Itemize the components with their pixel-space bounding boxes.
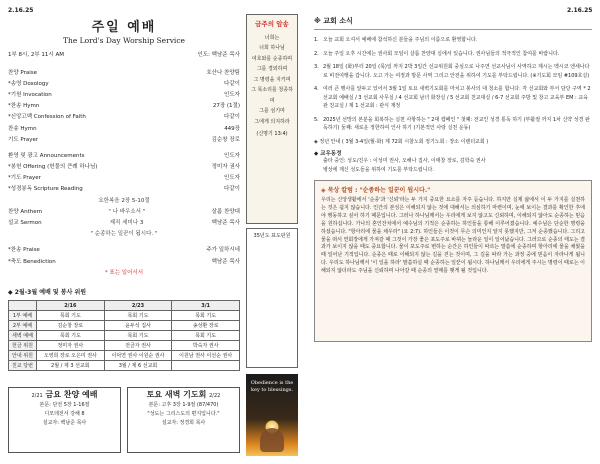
order-person: 백남준 목사 [211,258,240,265]
order-row [8,111,240,122]
schedule-cell: 목회 기도 [37,331,105,341]
weekly-services [8,387,240,453]
order-person: 인도자 [224,175,240,182]
order-label: *송영 Doxology [8,80,49,87]
schedule-cell: 이원남 권사 이선순 권사 [172,351,240,361]
care-line: 출타 중인: 성도/진우 : 이성미 권사, 오해나 집사, 이태창 장로, 김학숙 권사 [323,158,486,164]
order-row [8,88,240,99]
order-person: 27장 (1절) [212,103,240,110]
order-label: *찬송 Hymn [8,103,40,110]
order-row [8,77,240,88]
date-left: 2.16.25 [8,7,34,14]
memory-verse-title: 금주의 암송 [255,20,289,28]
schedule-cell: 김순창 장로 [37,321,105,331]
schedule-cell: 목회 기도 [104,311,172,321]
memory-verse-line: 그 명령을 지키며 [253,76,291,83]
news-item-number: 3. [314,64,319,70]
schedule-header-row [9,301,240,311]
order-row [8,205,240,216]
order-label: *기도 Prayer [8,175,41,182]
saturday-title: 토요 새벽 기도회 [146,390,207,399]
service-time: 1부 8시, 2부 11시 AM [8,52,64,58]
order-row [8,183,240,194]
news-list [314,36,592,133]
obedience-image-caption: Obedience is the key to blessings. [250,380,294,393]
schedule-cell: 3월 / 제 6 선교회 [104,361,172,371]
schedule-row [9,361,240,371]
order-label: 설교 Sermon [8,220,42,227]
memory-verse-column [246,14,298,368]
schedule-header-cell: 2/23 [104,301,172,311]
schedule-row [9,351,240,361]
schedule-header-cell [9,301,37,311]
schedule-row [9,341,240,351]
order-person: 김순창 장로 [211,136,240,143]
order-person: 주가 일하시네 [206,247,240,254]
schedule-cell: 목회 기도 [37,311,105,321]
order-person: 다같이 [224,80,240,87]
schedule-row-label: 친교 당번 [9,361,37,371]
schedule-row [9,311,240,321]
presbytery-note: ◈ 정년 안내 ( 3월 3-4일(월-화) 제 72회 시찰노회 정기노회 : 장소 이랜더교회 ) [314,138,489,145]
schedule-cell: 정미자 권사 [37,341,105,351]
order-person: 다같이 [224,114,240,121]
order-label: *기원 Invocation [8,91,52,98]
news-item-text: 2025년 선망의 본분을 회복하는 실천 사항하는 " 2대 캠페인 " 첫째: 전교인 성경 통독 하기 (부활절 까지 1차 신약 성경 완독하기) 둘째: 새로운 정한하여 인사 하기 (기본적인 사랑 실천 운동) [323,116,590,131]
saturday-service-box [127,387,240,453]
news-item [314,50,592,59]
devotion-box [314,180,592,342]
memory-verse-line: 그 목소리를 청종하며 [251,87,293,104]
memory-verse-line: 여호와를 순종하며 [251,55,293,62]
schedule-cell: 2월 / 제 3 선교회 [37,361,105,371]
memory-verse-lines [249,33,295,140]
order-row [8,149,240,160]
order-person: 인도자 [224,91,240,98]
order-label: *신앙고백 Confession of Faith [8,114,86,121]
service-subtitle: The Lord's Day Worship Service [63,36,185,45]
memory-verse-line: 너희는 [264,34,280,41]
order-label: 찬송 Hymn [8,125,37,132]
news-item [314,36,592,45]
order-detail: " 나 바우소서 " [108,208,146,215]
schedule-header-cell: 2/16 [37,301,105,311]
schedule-row [9,321,240,331]
order-person: 정미자 권사 [211,164,240,171]
saturday-line: 설교자: 정경희 목사 [161,420,206,426]
order-label: *축도 Benediction [8,258,56,265]
care-heading: ◆ 교우동정 [314,151,342,157]
saturday-date: 2/22 [209,393,221,399]
friday-line: 본문: 단전 5장 1-16절 [39,402,90,408]
friday-line: 디모데전서 강해 8 [44,411,85,417]
friday-line: 설교자: 백남준 목사 [42,420,87,426]
schedule-cell: 목회 기도 [172,331,240,341]
service-title: 주일 예배 [91,20,157,35]
schedule-row-label: 1부 예배 [9,311,37,321]
news-item-number: 1. [314,37,319,43]
news-item [314,116,592,133]
order-label: 찬양 Anthem [8,208,43,215]
news-item [314,63,592,80]
order-row [8,244,240,255]
order-row [8,122,240,133]
order-label: 기도 Prayer [8,136,39,143]
order-row [8,255,240,266]
care-line: 병상에 계신 성도들을 위하여 기도를 부탁드립니다. [323,166,434,173]
small-notice-label: 35년도 표도판원 [253,233,291,239]
order-person: 인도자 [224,152,240,159]
order-detail: 제직 세미나 3 [109,220,144,227]
devotion-body: 우리는 신앙생활에서 '순종'과 '신뢰'라는 두 가지 중요한 요소를 자주 듣습니다. 하지만 실제 삶에서 이 두 가지를 실천하는 것은 쉽지 않습니다. 인간의 본성은 이해되지 않는 것에 대해서는 의심하기 마련이며, 눈에 보이는 결과를 확인한 후에야 행동하고 싶어 하기 때문입니다. 그러나 하나님께서는 우리에게 보지 않고도 신뢰하며, 이해되지 않아도 순종하는 믿음을 원하십니다. 가나의 혼인잔치에서 예수님의 기적은 순종하는 하인들을 통해 이루어졌습니다. 예수님은 단순한 명령을 하셨습니다. "항아리에 물을 채우라" (요 2:7). 하인들은 이것이 무슨 의미인지 알지 못했지만, 그저 순종했습니다. 그리고 물을 떠서 연회장에게 가져갈 때 그것이 가장 좋은 포도주로 바뀌는 놀라운 일이 일어났습니다. 그러므로 순종의 태도는 결과가 보이지 않을 때도 중요합니다. 물이 포도주로 변하는 순간은 하인들이 따르는 말씀에 순종하며 항아리에 물을 채웠을 때 일어난 기적입니다. 순종은 때로 이해되지 않는 길을 걷는 것이며, 그 길을 따라 가는 과정 중에 믿음이 자라나게 됩니다. 우리도 하나님께서 '이 일을 하라' 말씀하실 때 순종하는 일꾼이 됩시다. 하나님께서 우리에게 주시는 명령이 때로는 이해되지 않더라도 주님을 신뢰하며 나아갈 때 순종의 열매를 맺게 될 것입니다. [321,197,585,275]
order-person: 호산나 찬양팀 [206,69,240,76]
schedule-row-label: 새벽 예배 [9,331,37,341]
worship-order-column [8,14,240,371]
schedule-cell [172,361,240,371]
schedule-cell: 목회 기도 [104,331,172,341]
church-news-column [314,14,592,342]
order-row [8,100,240,111]
service-leader: 인도: 백남준 목사 [197,52,240,58]
schedule-cell: 목회 기도 [172,311,240,321]
schedule-header-cell: 3/1 [172,301,240,311]
news-item-number: 4. [314,86,319,92]
order-scripture-line: " 순종하는 일꾼이 됩시다. " [90,231,158,238]
order-label: *봉헌 Offering (헌물의 큰례 하나님) [8,164,98,171]
news-item-text: 여러 큰 행사를 앞두고 있어서 3월 1일 토요 새벽기도회를 마치고 봉사의 대 청소를 합니다. 각 선교회와 부서 담당 구역 * 2 선교회 예배실 / 3 선교회 사무실 / 4 선교회 남녀 화장실 / 5 선교회 친교대실 / 6-7 선교회 주방 및 창고 교육부 EM : 교육관 친교실 / 제 1 선교회 : 관식 재정 [323,86,591,109]
memory-verse-line: 그를 경외하며 [256,66,288,72]
order-person: 다같이 [224,186,240,193]
friday-date: 2/21 [31,393,43,399]
memory-verse-line: 너희 하나님 [259,45,285,51]
date-right: 2.16.25 [567,7,593,14]
schedule-cell: 박숙자 권사 [172,341,240,351]
order-person: 살롬 찬양대 [211,208,240,215]
news-item-number: 2. [314,50,319,57]
schedule-cell: 오영희 장로 오은미 권사 [37,351,105,361]
news-item [314,85,592,111]
friday-service-box [8,387,121,453]
memory-verse-line: 그를 섬기며 [259,108,285,114]
news-item-text: 오늘 교회 오셔서 예배에 참석하신 분들을 주님의 이름으로 환영합니다. [323,37,478,43]
order-label: 찬양 Praise [8,69,38,76]
schedule-cell: 송성환 장로 [172,321,240,331]
order-row [8,133,240,144]
schedule-cell: 윤두석 집사 [104,321,172,331]
small-notice-box [246,228,298,368]
order-scripture-line: 요한복음 2장 5-10절 [98,197,150,204]
news-title: ※ 교회 소식 [314,14,592,30]
standing-note: * 표는 일어서서 [104,270,144,277]
obedience-image [246,374,298,456]
order-row [8,172,240,183]
order-person: 449장 [224,125,240,132]
news-item-text: 2월 18일 (화)부터 20일 (목)일 까지 2박 3일간 선교위원회 중심으로 나주연 선교사님이 사역하고 계시는 멕시코 엔세나다로 비전여행을 갑니다. 오고 가는 여정과 방문 사역 그리고 안전을 위하여 기도를 부탁드립니다. (※기도회 모임 #109호실) [323,64,590,79]
order-row [8,66,240,77]
schedule-row-label: 2부 예배 [9,321,37,331]
schedule-row [9,331,240,341]
news-item-number: 5. [314,116,319,123]
memory-verse-line: 그에게 의지하라 [254,118,290,125]
schedule-cell: 전금자 권사 [104,341,172,351]
open-hand-icon [260,428,284,452]
memory-verse-line: (신명기 13:4) [256,131,288,137]
order-person: 백남준 목사 [211,220,240,227]
order-row [8,161,240,172]
order-label: *찬송 Praise [8,247,40,254]
schedule-row-label: 안내 위원 [9,351,37,361]
memory-verse-box [246,14,298,224]
order-label: 환영 및 광고 Announcements [8,152,85,159]
service-schedule-table [8,300,240,371]
news-item-text: 오늘 주일 오후 시간에는 권사회 모임이 살롬 찬양대 실에서 있습니다. 권사님들의 적극적인 참여를 바랍니다. [323,50,560,57]
saturday-line: "성도는 그리스도의 편지입니다." [147,411,220,417]
order-label: *성경봉독 Scripture Reading [8,186,83,193]
schedule-cell: 이덕연 권사 이원순 권사 [104,351,172,361]
worship-order-list [8,66,240,266]
order-row [8,216,240,227]
service-time-row [8,50,240,58]
friday-title: 금요 찬양 예배 [45,390,98,399]
schedule-row-label: 헌금 위원 [9,341,37,351]
devotion-title: ◈ 묵상 칼럼 : "순종하는 일꾼이 됩시다." [321,187,431,194]
schedule-title: ◆ 2월-3월 예배 및 봉사 위원 [8,289,87,297]
saturday-line: 본문: 고후 3장 1-9절 (87/470) [148,402,219,408]
